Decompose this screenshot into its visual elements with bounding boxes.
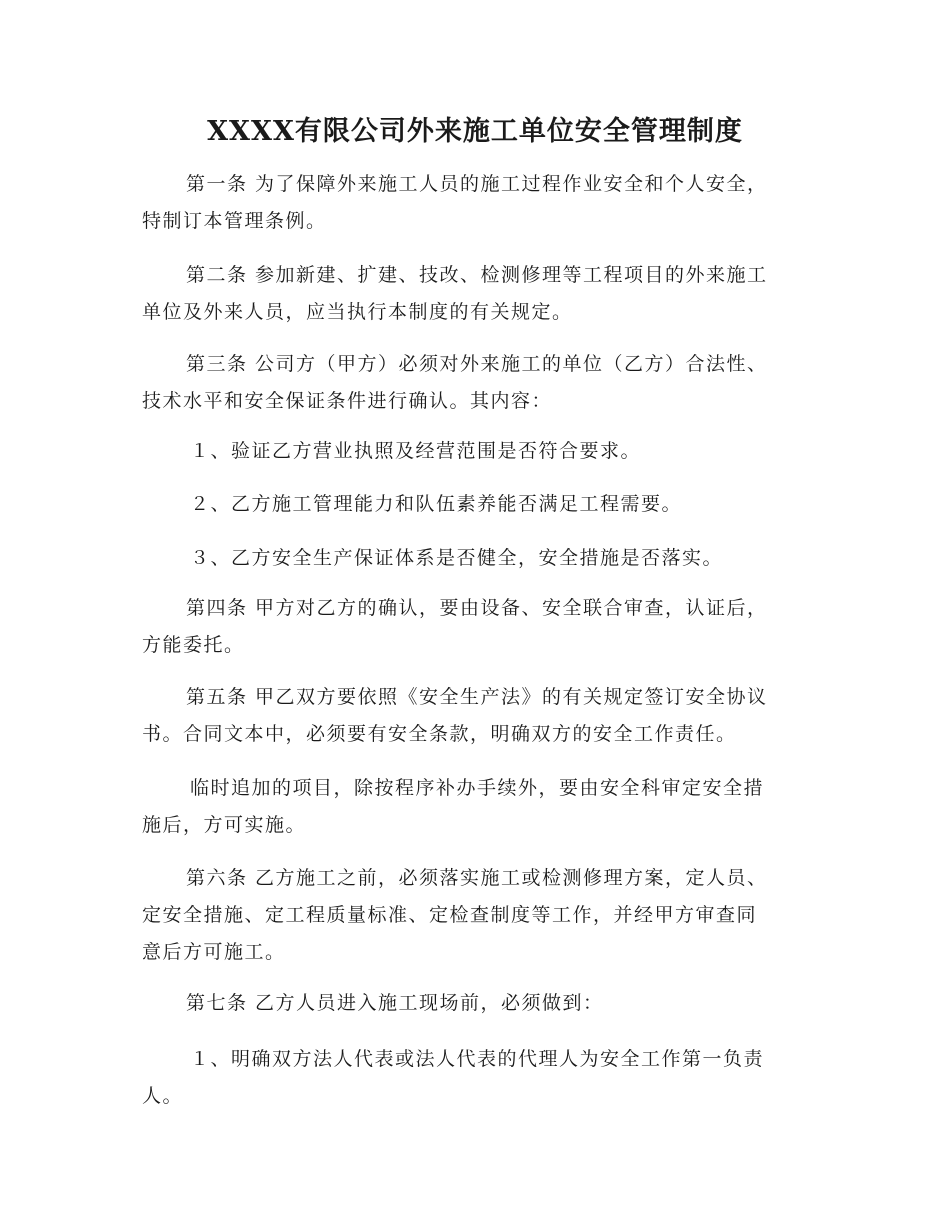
list-item-7-1 — [142, 1041, 810, 1115]
paragraph-line: 临时追加的项目，除按程序补办手续外，要由安全科审定安全措 — [190, 777, 765, 799]
paragraph-line: １、验证乙方营业执照及经营范围是否符合要求。 — [190, 440, 642, 462]
list-item-3-1 — [142, 433, 810, 470]
paragraph-line: 第六条 乙方施工之前，必须落实施工或检测修理方案，定人员、 — [186, 867, 768, 889]
paragraph-line: 意后方可施工。 — [142, 941, 286, 963]
list-item-3-3 — [142, 540, 810, 577]
paragraph-supplement — [142, 770, 810, 844]
paragraph-article-5 — [142, 679, 810, 753]
paragraph-article-2 — [142, 257, 810, 331]
paragraph-article-6 — [142, 860, 810, 971]
document-title: XXXX有限公司外来施工单位安全管理制度 — [207, 116, 743, 147]
paragraph-line: 技术水平和安全保证条件进行确认。其内容： — [142, 390, 553, 412]
paragraph-line: ２、乙方施工管理能力和队伍素养能否满足工程需要。 — [190, 493, 683, 515]
paragraph-line: 书。合同文本中，必须要有安全条款，明确双方的安全工作责任。 — [142, 723, 737, 745]
paragraph-line: 第五条 甲乙双方要依照《安全生产法》的有关规定签订安全协议 — [186, 686, 768, 708]
paragraph-article-3 — [142, 346, 810, 420]
paragraph-article-1 — [142, 166, 810, 240]
paragraph-line: 第四条 甲方对乙方的确认，要由设备、安全联合审查，认证后， — [186, 597, 768, 619]
paragraph-line: 第七条 乙方人员进入施工现场前，必须做到： — [186, 992, 604, 1014]
paragraph-line: 施后，方可实施。 — [142, 814, 307, 836]
list-item-3-2 — [142, 486, 810, 523]
paragraph-line: 定安全措施、定工程质量标准、定检查制度等工作，并经甲方审查同 — [142, 904, 758, 926]
paragraph-line: 第二条 参加新建、扩建、技改、检测修理等工程项目的外来施工 — [186, 264, 768, 286]
paragraph-line: 方能委托。 — [142, 634, 245, 656]
paragraph-article-7 — [142, 985, 810, 1022]
paragraph-line: １、明确双方法人代表或法人代表的代理人为安全工作第一负责 — [190, 1048, 765, 1070]
paragraph-line: 第一条 为了保障外来施工人员的施工过程作业安全和个人安全， — [186, 173, 768, 195]
paragraph-line: ３、乙方安全生产保证体系是否健全，安全措施是否落实。 — [190, 547, 724, 569]
paragraph-line: 人。 — [142, 1085, 184, 1107]
paragraph-line: 特制订本管理条例。 — [142, 210, 327, 232]
paragraph-line: 第三条 公司方（甲方）必须对外来施工的单位（乙方）合法性、 — [186, 353, 768, 375]
paragraph-line: 单位及外来人员，应当执行本制度的有关规定。 — [142, 301, 573, 323]
paragraph-article-4 — [142, 590, 810, 664]
